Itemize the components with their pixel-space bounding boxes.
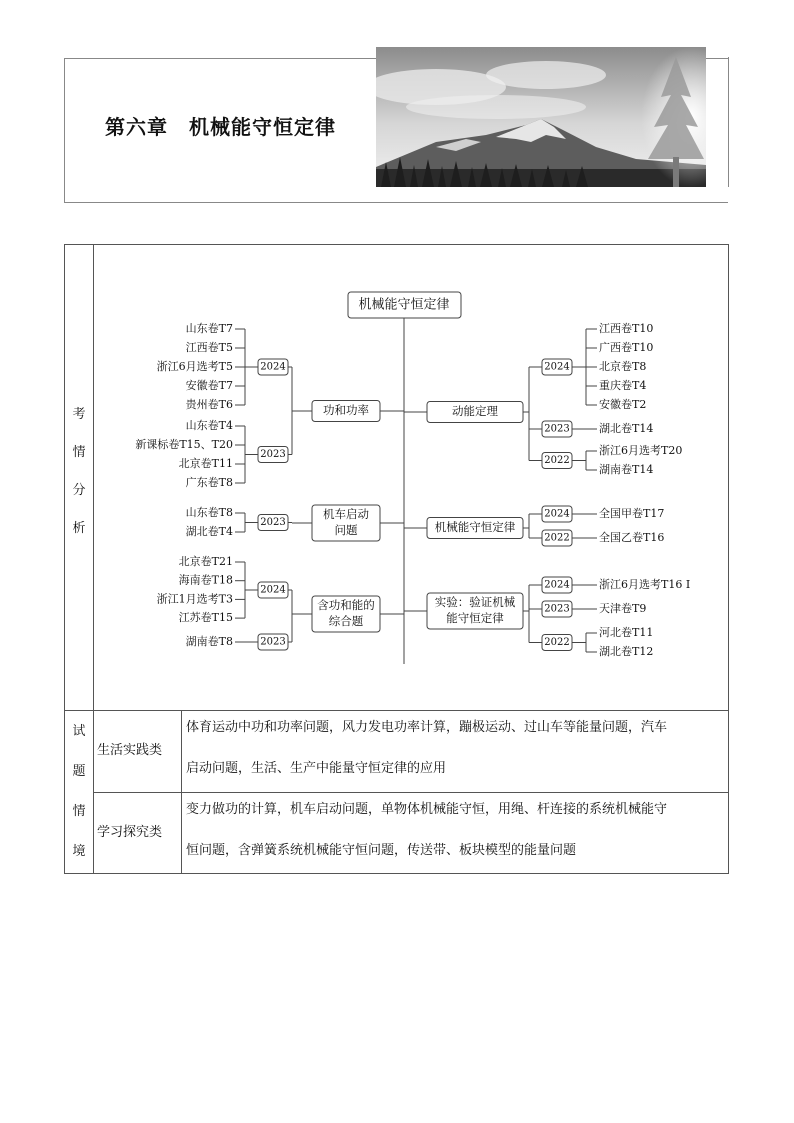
branch-node-label: 综合题 [328, 614, 364, 628]
branch-node-label: 机械能守恒定律 [434, 520, 516, 534]
exam-item-label: 山东卷T4 [185, 419, 233, 432]
exam-item-label: 重庆卷T4 [599, 379, 647, 392]
exam-item-label: 湖北卷T4 [185, 525, 233, 538]
exam-item-label: 安徽卷T2 [599, 398, 647, 411]
analysis-char-3: 分 [72, 483, 86, 498]
year-badge-label: 2024 [544, 508, 570, 520]
branch-node-label: 实验：验证机械 [434, 595, 516, 609]
situation-char-2: 题 [72, 764, 86, 779]
year-badge-label: 2023 [260, 517, 286, 528]
year-badge-label: 2024 [260, 361, 286, 373]
exam-item-label: 湖南卷T8 [185, 635, 233, 648]
exam-item-label: 安徽卷T7 [185, 379, 233, 392]
year-badge-label: 2022 [544, 532, 570, 544]
branch-node-label: 问题 [334, 523, 358, 537]
situation-char-3: 情 [72, 804, 86, 819]
exam-item-label: 广东卷T8 [185, 476, 233, 489]
year-badge-label: 2023 [544, 423, 570, 435]
analysis-char-2: 情 [72, 445, 86, 460]
year-badge-label: 2022 [544, 637, 570, 648]
exam-item-label: 北京卷T11 [178, 457, 233, 470]
situation-char-1: 试 [72, 724, 86, 739]
exam-item-label: 全国甲卷T17 [599, 507, 665, 520]
exam-item-label: 浙江6月选考T20 [599, 444, 683, 457]
year-badge-label: 2022 [544, 455, 570, 466]
year-badge-label: 2024 [260, 584, 286, 596]
exam-item-label: 贵州卷T6 [185, 398, 233, 411]
branch-node-label: 能守恒定律 [446, 611, 504, 625]
exam-item-label: 山东卷T8 [185, 506, 233, 519]
chapter-title: 第六章 机械能守恒定律 [105, 115, 336, 139]
exam-item-label: 海南卷T18 [178, 573, 233, 587]
exam-item-label: 全国乙卷T16 [599, 531, 665, 544]
exam-item-label: 天津卷T9 [599, 602, 647, 615]
year-badge-label: 2023 [260, 449, 286, 460]
situation-label [65, 712, 93, 872]
year-badge-label: 2023 [260, 636, 286, 648]
exam-item-label: 湖北卷T12 [599, 645, 654, 658]
situation-char-4: 境 [72, 844, 86, 859]
exam-item-label: 湖北卷T14 [599, 422, 654, 435]
year-badge-label: 2023 [544, 603, 570, 615]
learning-inquiry-line-2: 恒问题，含弹簧系统机械能守恒问题，传送带、板块模型的能量问题 [186, 843, 577, 858]
exam-item-label: 浙江1月选考T3 [156, 592, 233, 606]
year-badge-label: 2024 [544, 579, 570, 591]
exam-item-label: 新课标卷T15、T20 [135, 438, 233, 451]
exam-item-label: 山东卷T7 [185, 322, 233, 335]
exam-item-label: 江苏卷T15 [178, 611, 233, 625]
category-life-practice-text [186, 707, 722, 789]
exam-item-label: 北京卷T21 [178, 555, 233, 568]
learning-inquiry-line-1: 变力做功的计算，机车启动问题，单物体机械能守恒，用绳、杆连接的系统机械能守 [186, 802, 668, 817]
analysis-char-4: 析 [72, 521, 86, 536]
exam-item-label: 广西卷T10 [599, 341, 654, 354]
exam-item-label: 河北卷T11 [599, 626, 654, 639]
life-practice-line-2: 启动问题，生活、生产中能量守恒定律的应用 [186, 761, 447, 776]
exam-item-label: 北京卷T8 [599, 360, 647, 373]
category-life-practice: 生活实践类 [97, 743, 163, 758]
branch-node-label: 含功和能的 [317, 598, 375, 612]
year-badge-label: 2024 [544, 361, 570, 373]
category-learning-inquiry-text [186, 789, 722, 871]
exam-item-label: 江西卷T10 [599, 322, 654, 335]
exam-item-label: 浙江6月选考T5 [156, 360, 233, 373]
branch-node-label: 功和功率 [323, 403, 369, 417]
life-practice-line-1: 体育运动中功和功率问题，风力发电功率计算，蹦极运动、过山车等能量问题，汽车 [186, 720, 668, 735]
exam-item-label: 浙江6月选考T16 Ⅰ [599, 578, 691, 591]
category-learning-inquiry: 学习探究类 [97, 825, 163, 840]
exam-item-label: 江西卷T5 [185, 341, 233, 354]
exam-item-label: 湖南卷T14 [599, 463, 654, 476]
root-node-label: 机械能守恒定律 [358, 297, 450, 313]
branch-node-label: 机车启动 [323, 507, 369, 521]
branch-node-label: 动能定理 [452, 404, 498, 418]
analysis-char-1: 考 [72, 407, 86, 422]
